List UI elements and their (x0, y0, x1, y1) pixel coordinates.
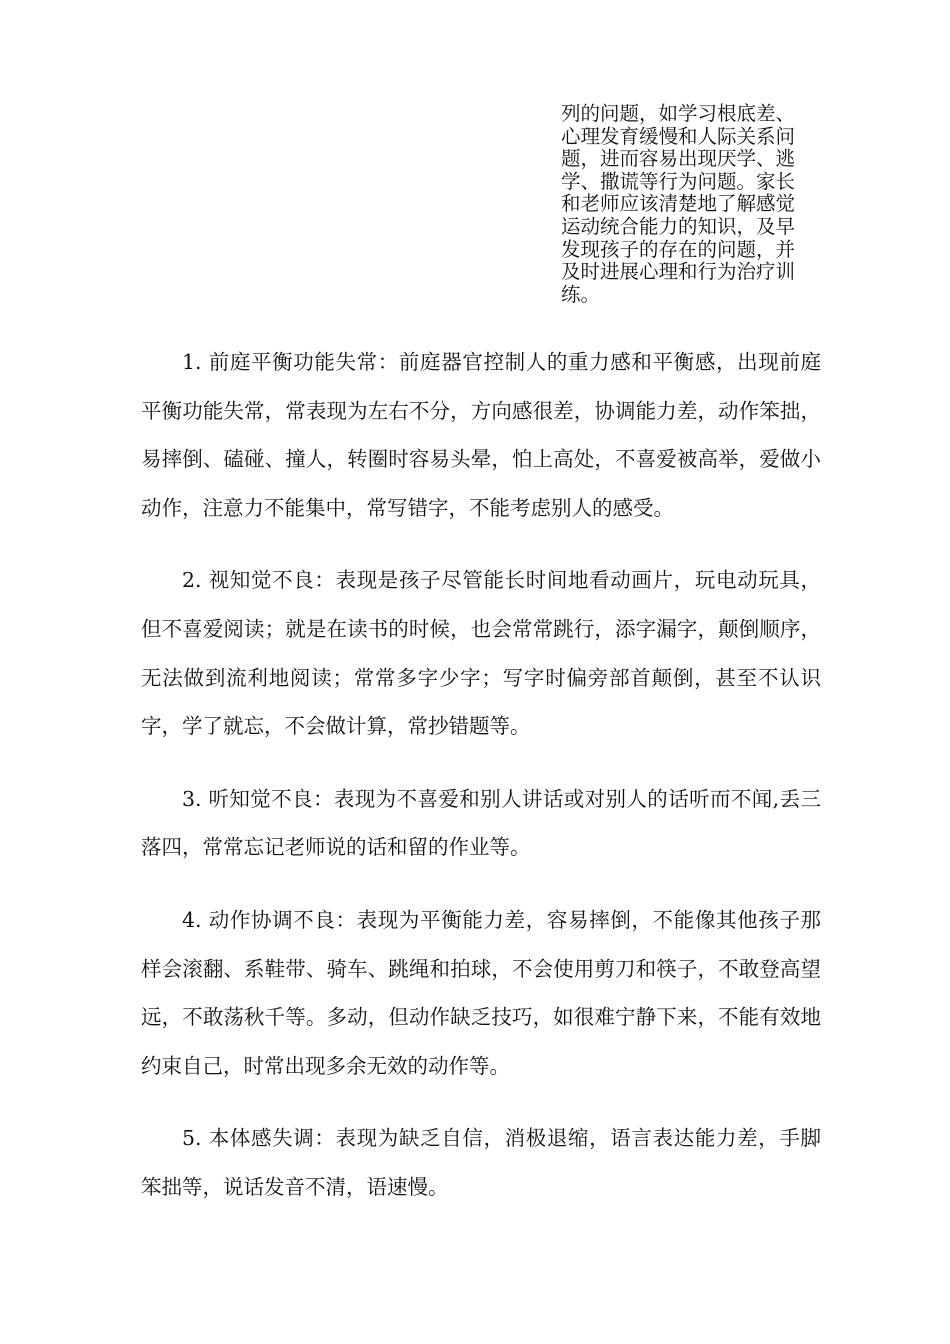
paragraph-auditory-perception: 3. 听知觉不良：表现为不喜爱和别人讲话或对别人的话听而不闻,丢三落四，常常忘记老师说的话和留的作业等。 (141, 786, 821, 860)
paragraph-vestibular: 1. 前庭平衡功能失常：前庭器官控制人的重力感和平衡感，出现前庭平衡功能失常，常表现为左右不分，方向感很差，协调能力差，动作笨拙，易摔倒、磕碰、撞人，转圈时容易头晕，怕上高处，不喜爱被高举，爱做小动作，注意力不能集中，常写错字，不能考虑别人的感受。 (141, 350, 821, 520)
paragraph-visual-perception: 2. 视知觉不良：表现是孩子尽管能长时间地看动画片，玩电动玩具，但不喜爱阅读；就是在读书的时候，也会常常跳行，添字漏字，颠倒顺序，无法做到流利地阅读；常常多字少字；写字时偏旁部首颠倒，甚至不认识字，学了就忘，不会做计算，常抄错题等。 (141, 568, 821, 739)
main-text (141, 338, 821, 1236)
side-note-paragraph: 列的问题，如学习根底差、 心理发育缓慢和人际关系问 题，进而容易出现厌学、逃 学、撒谎等行为问题。家长 和老师应该清楚地了解感觉 运动统合能力的知识，及早 发现孩子的存在的问题，并 及时进展心理和行为治疗训 练。 (561, 102, 796, 306)
paragraph-proprioception: 5. 本体感失调：表现为缺乏自信，消极退缩，语言表达能力差，手脚笨拙等，说话发音不清，语速慢。 (141, 1126, 821, 1199)
paragraph-motor-coordination: 4. 动作协调不良：表现为平衡能力差，容易摔倒，不能像其他孩子那样会滚翻、系鞋带、骑车、跳绳和拍球，不会使用剪刀和筷子，不敢登高望远，不敢荡秋千等。多动，但动作缺乏技巧，如很难宁静下来，不能有效地约束自己，时常出现多余无效的动作等。 (141, 907, 821, 1078)
